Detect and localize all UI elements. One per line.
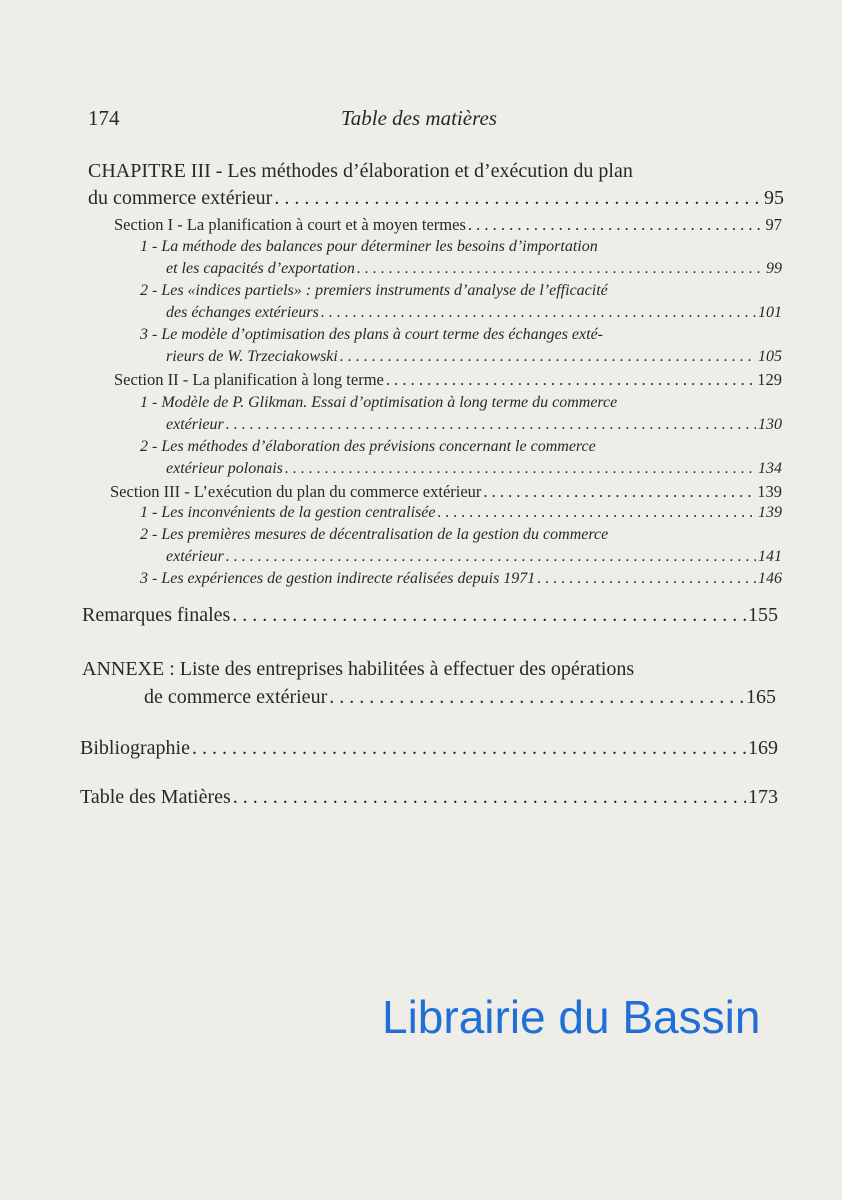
- dot-leader: [386, 370, 755, 390]
- dot-leader: [232, 604, 746, 627]
- toc-entry-s3-item2[interactable]: extérieur . . . 141: [166, 548, 782, 566]
- toc-page-number: 139: [758, 504, 782, 521]
- toc-page-number: 129: [757, 370, 782, 389]
- toc-page-number: 101: [758, 304, 782, 321]
- dot-leader: [226, 548, 756, 566]
- toc-entry-section2[interactable]: Section II - La planification à long terme . . . 129: [114, 370, 782, 390]
- toc-s3-item2-line1: 2 - Les premières mesures de décentralisation de la gestion du commerce: [140, 526, 609, 543]
- toc-s1-item3-line1: 3 - Le modèle d’optimisation des plans à court terme des échanges exté-: [140, 326, 604, 343]
- toc-page-number: 134: [758, 460, 782, 477]
- running-title: Table des matières: [341, 106, 497, 130]
- toc-page-number: 165: [746, 686, 776, 708]
- bookseller-watermark: Librairie du Bassin: [382, 991, 761, 1043]
- dot-leader: [537, 570, 756, 588]
- toc-entry-s1-item3[interactable]: rieurs de W. Trzeciakowski . . . 105: [166, 348, 782, 366]
- toc-page-number: 146: [758, 570, 782, 587]
- dot-leader: [340, 348, 756, 366]
- toc-page-number: 97: [765, 215, 782, 234]
- page-number: 174: [88, 106, 120, 130]
- dot-leader: [468, 215, 764, 235]
- toc-entry-section1[interactable]: Section I - La planification à court et à moyen termes . . . 97: [114, 215, 782, 235]
- dot-leader: [321, 304, 756, 322]
- toc-annexe-line1: ANNEXE : Liste des entreprises habilitées à effectuer des opérations: [82, 658, 635, 680]
- toc-entry-s2-item2[interactable]: extérieur polonais . . . 134: [166, 460, 782, 478]
- toc-chapter3-line1: CHAPITRE III - Les méthodes d’élaboration et d’exécution du plan: [88, 160, 633, 182]
- toc-entry-chapter3[interactable]: du commerce extérieur . . . 95: [88, 187, 784, 210]
- toc-s2-item1-line1: 1 - Modèle de P. Glikman. Essai d’optimisation à long terme du commerce: [140, 394, 618, 411]
- toc-page-number: 95: [764, 187, 784, 209]
- toc-entry-section3[interactable]: Section III - L’exécution du plan du commerce extérieur . . . 139: [110, 482, 782, 502]
- toc-entry-annexe[interactable]: de commerce extérieur . . . 165: [144, 686, 776, 709]
- toc-entry-s1-item1[interactable]: et les capacités d’exportation . . . 99: [166, 260, 782, 278]
- toc-entry-s3-item1[interactable]: 1 - Les inconvénients de la gestion centralisée . . . 139: [140, 504, 782, 522]
- toc-entry-s1-item2[interactable]: des échanges extérieurs . . . 101: [166, 304, 782, 322]
- dot-leader: [233, 786, 746, 809]
- toc-s1-item1-line1: 1 - La méthode des balances pour déterminer les besoins d’importation: [140, 238, 598, 255]
- toc-page-number: 139: [757, 482, 782, 501]
- toc-page-number: 173: [748, 786, 778, 808]
- toc-entry-s3-item3[interactable]: 3 - Les expériences de gestion indirecte réalisées depuis 1971 . . . 146: [140, 570, 782, 588]
- toc-page-number: 99: [766, 260, 782, 277]
- toc-page-number: 141: [758, 548, 782, 565]
- dot-leader: [357, 260, 764, 278]
- toc-entry-bibliographie[interactable]: Bibliographie . . . 169: [80, 737, 778, 760]
- toc-page-number: 169: [748, 737, 778, 759]
- dot-leader: [274, 187, 762, 210]
- toc-s1-item2-line1: 2 - Les «indices partiels» : premiers instruments d’analyse de l’efficacité: [140, 282, 608, 299]
- page-header: [88, 106, 750, 136]
- toc-page-number: 105: [758, 348, 782, 365]
- dot-leader: [329, 686, 744, 709]
- dot-leader: [285, 460, 756, 478]
- toc-s2-item2-line1: 2 - Les méthodes d’élaboration des prévisions concernant le commerce: [140, 438, 596, 455]
- toc-entry-table[interactable]: Table des Matières . . . 173: [80, 786, 778, 809]
- toc-page-number: 155: [748, 604, 778, 626]
- dot-leader: [192, 737, 746, 760]
- dot-leader: [226, 416, 756, 434]
- toc-entry-s2-item1[interactable]: extérieur . . . 130: [166, 416, 782, 434]
- toc-entry-remarques[interactable]: Remarques finales . . . 155: [82, 604, 778, 627]
- toc-page-number: 130: [758, 416, 782, 433]
- dot-leader: [437, 504, 756, 522]
- dot-leader: [483, 482, 755, 502]
